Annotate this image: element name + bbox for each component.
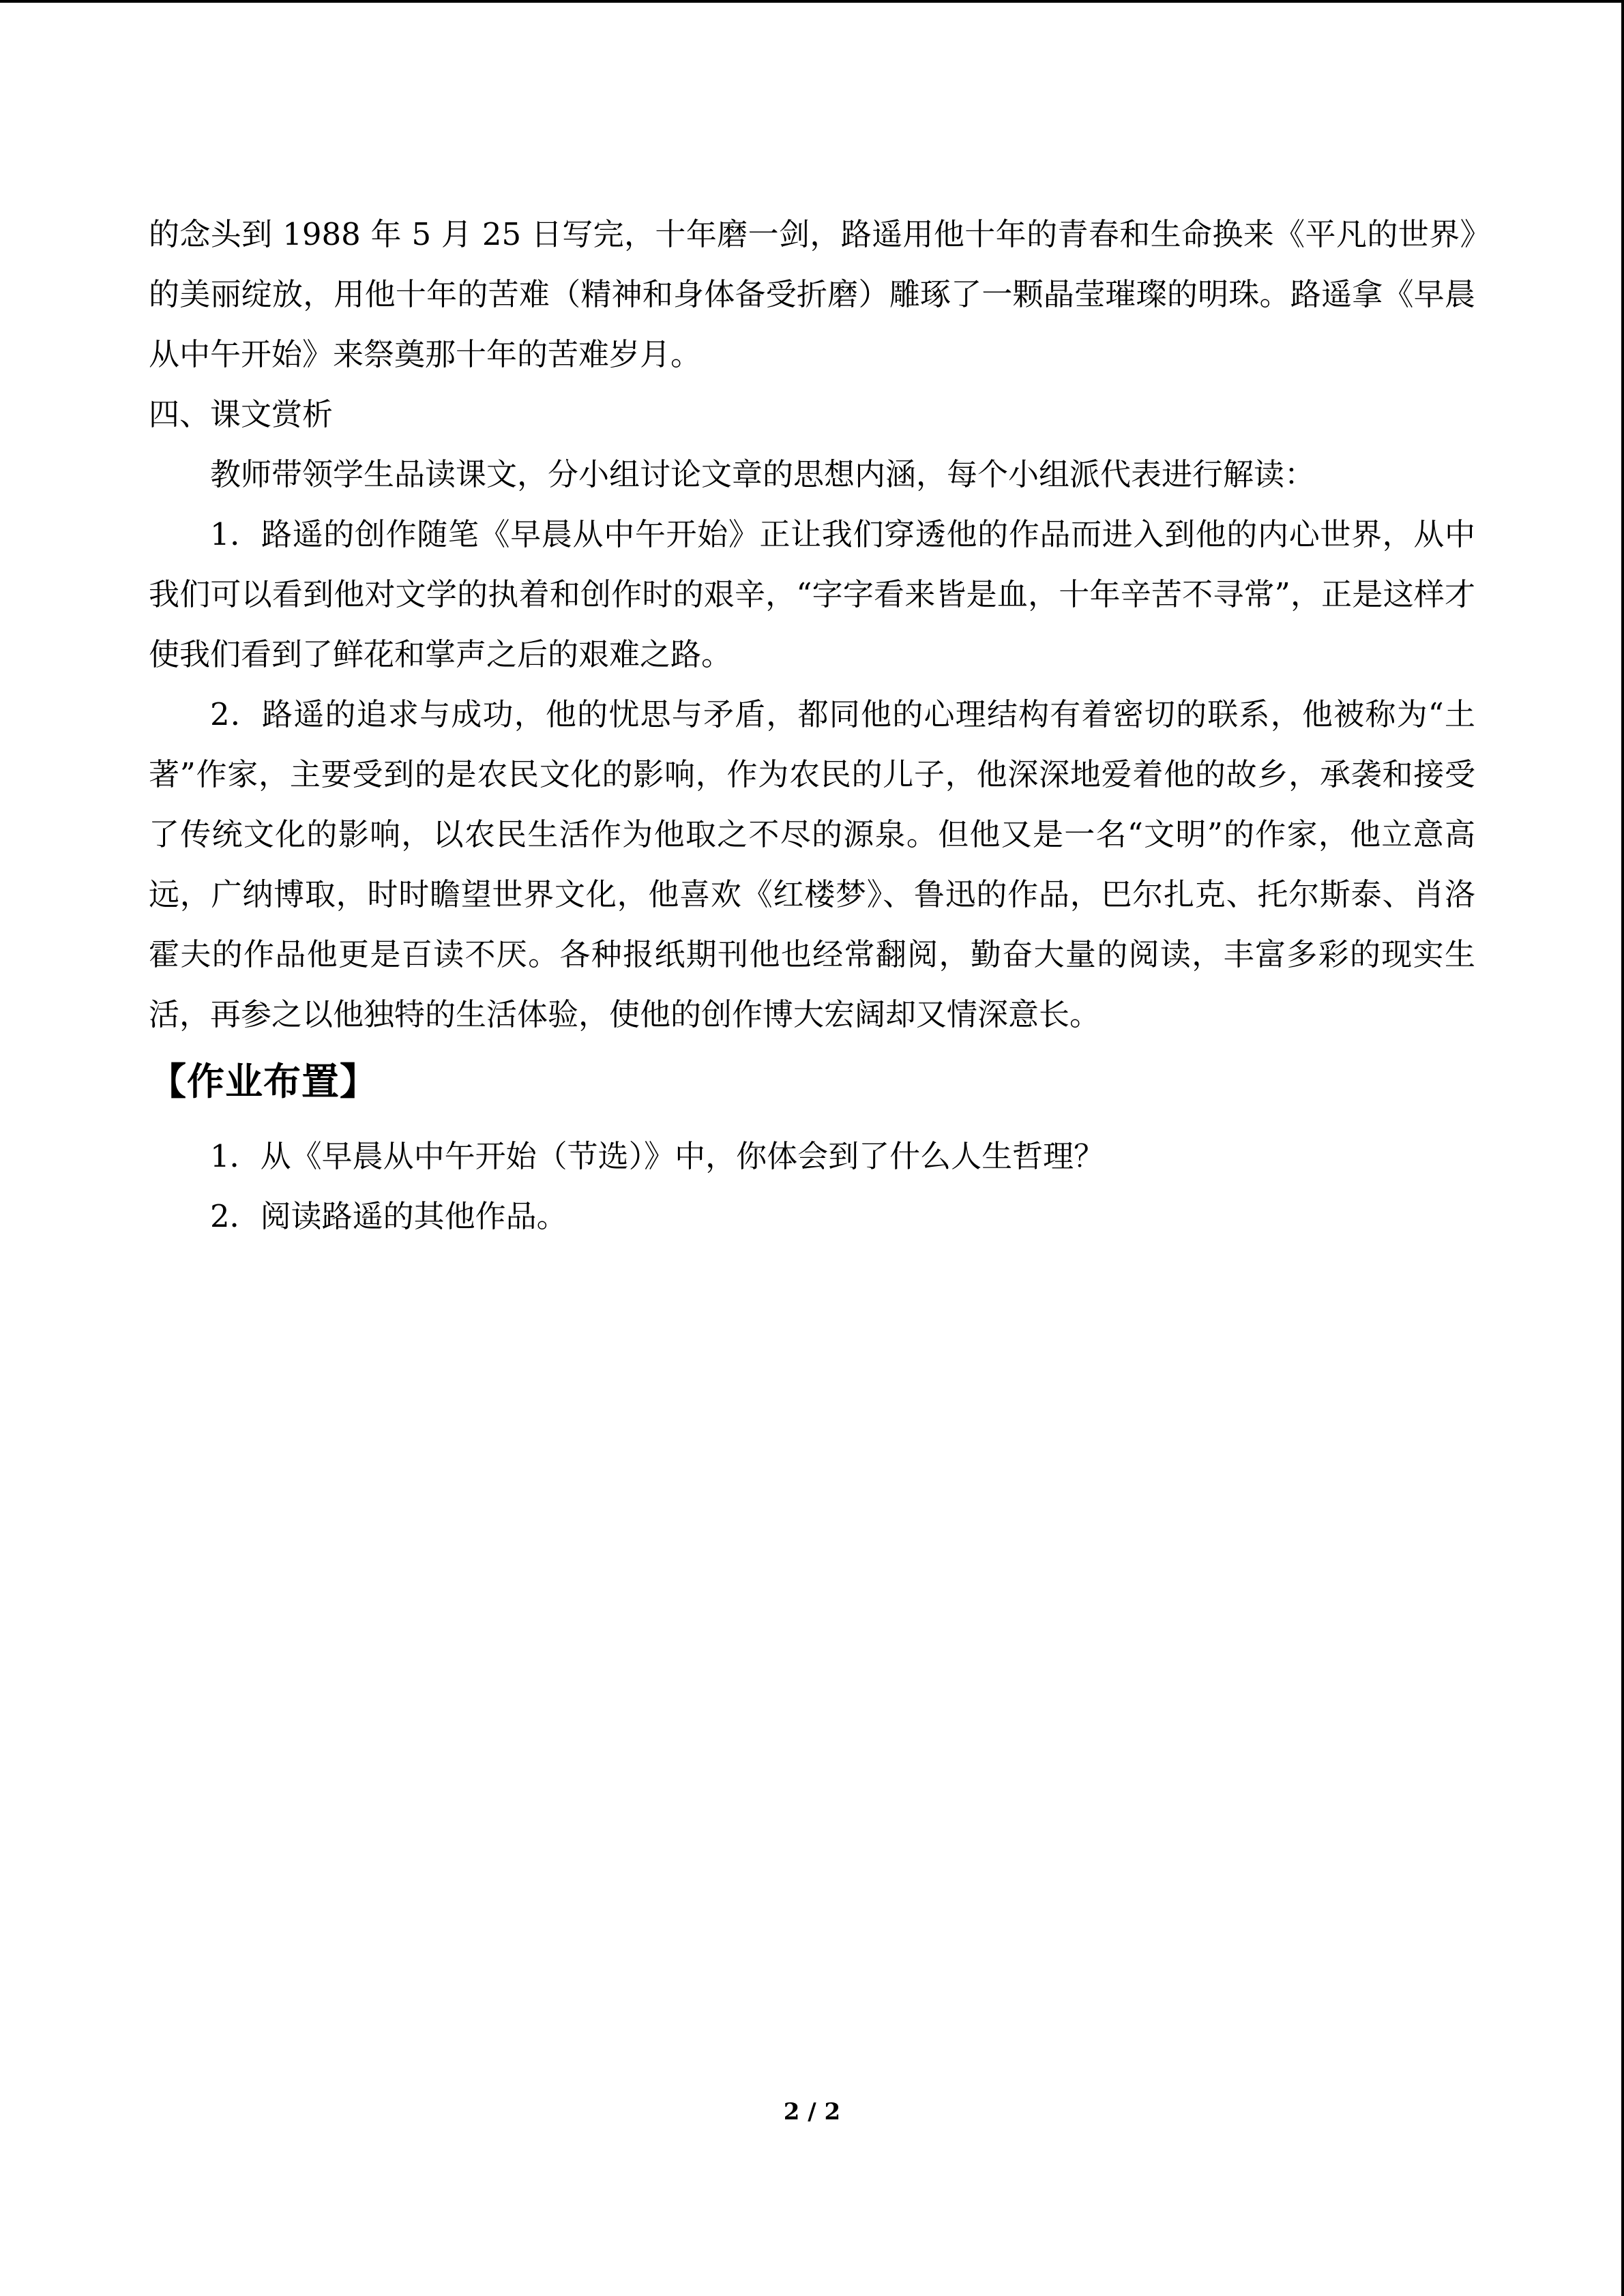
section-four-heading: 四、课文赏析 xyxy=(149,396,334,432)
right-border-line xyxy=(1621,0,1624,2296)
intro-paragraph: 的念头到 1988 年 5 月 25 日写完，十年磨一剑，路遥用他十年的青春和生命换来《平凡的世界》的美丽绽放，用他十年的苦难（精神和身体备受折磨）雕琢了一颗晶莹璀璨的明珠。路遥拿《早晨从中午开始》来祭奠那十年的苦难岁月。 xyxy=(149,216,1475,372)
homework-list xyxy=(149,1127,1475,1247)
analysis-point-1: 1．路遥的创作随笔《早晨从中午开始》正让我们穿透他的作品而进入到他的内心世界，从中我们可以看到他对文学的执着和创作时的艰辛，“字字看来皆是血，十年辛苦不寻常”，正是这样才使我们看到了鲜花和掌声之后的艰难之路。 xyxy=(149,516,1475,672)
analysis-point-2: 2．路遥的追求与成功，他的忧思与矛盾，都同他的心理结构有着密切的联系，他被称为“土著”作家，主要受到的是农民文化的影响，作为农民的儿子，他深深地爱着他的故乡，承袭和接受了传统文化的影响，以农民生活作为他取之不尽的源泉。但他又是一名“文明”的作家，他立意高远，广纳博取，时时瞻望世界文化，他喜欢《红楼梦》、鲁迅的作品，巴尔扎克、托尔斯泰、肖洛霍夫的作品他更是百读不厌。各种报纸期刊他也经常翻阅，勤奋大量的阅读，丰富多彩的现实生活，再参之以他独特的生活体验，使他的创作博大宏阔却又情深意长。 xyxy=(149,696,1475,1032)
homework-item-1: 1．从《早晨从中午开始（节选）》中，你体会到了什么人生哲理？ xyxy=(210,1138,1105,1174)
page-number: 2 / 2 xyxy=(783,2098,841,2126)
top-border-line xyxy=(0,0,1624,3)
homework-title: 【作业布置】 xyxy=(149,1060,379,1103)
homework-item-2: 2．阅读路遥的其他作品。 xyxy=(210,1198,567,1234)
section-four-lead: 教师带领学生品读课文，分小组讨论文章的思想内涵，每个小组派代表进行解读： xyxy=(210,456,1316,492)
document-body xyxy=(149,205,1475,1247)
